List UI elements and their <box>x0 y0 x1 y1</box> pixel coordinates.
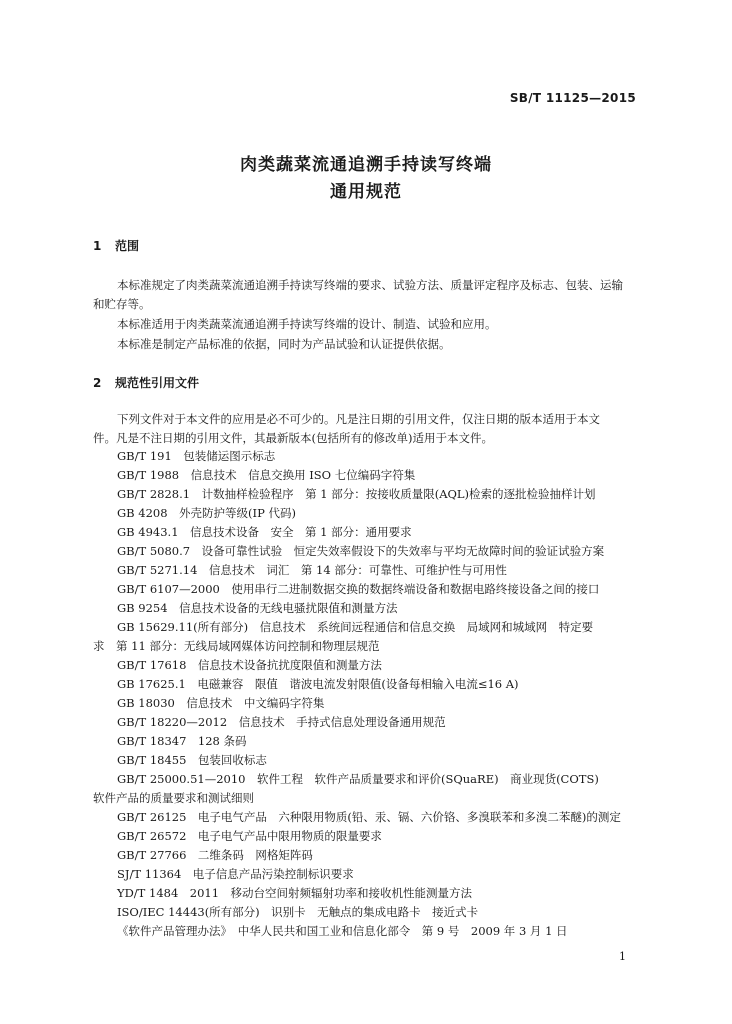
reference-item: GB/T 25000.51—2010 软件工程 软件产品质量要求和评价(SQuaRE) 商业现货(COTS) <box>117 772 599 786</box>
reference-item: GB 9254 信息技术设备的无线电骚扰限值和测量方法 <box>117 601 398 615</box>
reference-item: GB/T 18455 包装回收标志 <box>117 753 267 767</box>
reference-item: GB 17625.1 电磁兼容 限值 谐波电流发射限值(设备每相输入电流≤16 A) <box>117 677 519 691</box>
document-subtitle: 通用规范 <box>330 182 402 202</box>
section-1-heading <box>93 237 139 254</box>
section-2-heading <box>93 374 199 391</box>
reference-item: GB 4208 外壳防护等级(IP 代码) <box>117 506 296 520</box>
reference-item: GB/T 191 包装储运图示标志 <box>117 449 276 463</box>
scope-line: 和贮存等。 <box>93 297 151 311</box>
reference-item-continued: 软件产品的质量要求和测试细则 <box>93 791 254 805</box>
reference-item: YD/T 1484 2011 移动台空间射频辐射功率和接收机性能测量方法 <box>117 886 473 900</box>
reference-item: GB/T 2828.1 计数抽样检验程序 第 1 部分：按接收质量限(AQL)检索的逐批检验抽样计划 <box>117 487 596 501</box>
reference-item: GB/T 5080.7 设备可靠性试验 恒定失效率假设下的失效率与平均无故障时间的验证试验方案 <box>117 544 605 558</box>
scope-line: 本标准适用于肉类蔬菜流通追溯手持读写终端的设计、制造、试验和应用。 <box>117 317 497 331</box>
reference-item: ISO/IEC 14443(所有部分) 识别卡 无触点的集成电路卡 接近式卡 <box>117 905 479 919</box>
section-title: 规范性引用文件 <box>115 376 200 390</box>
section-number: 1 <box>93 239 102 253</box>
reference-item: GB/T 18347 128 条码 <box>117 734 247 748</box>
reference-item: GB/T 1988 信息技术 信息交换用 ISO 七位编码字符集 <box>117 468 416 482</box>
reference-item-continued: 求 第 11 部分：无线局域网媒体访问控制和物理层规范 <box>93 639 380 653</box>
section-title: 范围 <box>115 239 140 253</box>
reference-item: GB/T 26572 电子电气产品中限用物质的限量要求 <box>117 829 382 843</box>
intro-line: 件。凡是不注日期的引用文件，其最新版本(包括所有的修改单)适用于本文件。 <box>93 431 493 445</box>
reference-item: GB 18030 信息技术 中文编码字符集 <box>117 696 325 710</box>
section-number: 2 <box>93 376 102 390</box>
reference-item: 《软件产品管理办法》 中华人民共和国工业和信息化部令 第 9 号 2009 年 3 月 1 日 <box>117 924 568 938</box>
reference-item: GB/T 27766 二维条码 网格矩阵码 <box>117 848 313 862</box>
reference-item: GB/T 17618 信息技术设备抗扰度限值和测量方法 <box>117 658 382 672</box>
document-title: 肉类蔬菜流通追溯手持读写终端 <box>240 155 492 175</box>
reference-item: GB 4943.1 信息技术设备 安全 第 1 部分：通用要求 <box>117 525 412 539</box>
reference-item: SJ/T 11364 电子信息产品污染控制标识要求 <box>117 867 354 881</box>
reference-item: GB/T 18220—2012 信息技术 手持式信息处理设备通用规范 <box>117 715 446 729</box>
reference-item: GB 15629.11(所有部分) 信息技术 系统间远程通信和信息交换 局域网和城域网 特定要 <box>117 620 594 634</box>
intro-line: 下列文件对于本文件的应用是必不可少的。凡是注日期的引用文件，仅注日期的版本适用于本文 <box>117 412 600 426</box>
reference-item: GB/T 5271.14 信息技术 词汇 第 14 部分：可靠性、可维护性与可用性 <box>117 563 507 577</box>
reference-item: GB/T 26125 电子电气产品 六种限用物质(铅、汞、镉、六价铬、多溴联苯和多溴二苯醚)的测定 <box>117 810 621 824</box>
scope-line: 本标准是制定产品标准的依据，同时为产品试验和认证提供依据。 <box>117 337 451 351</box>
reference-item: GB/T 6107—2000 使用串行二进制数据交换的数据终端设备和数据电路终接设备之间的接口 <box>117 582 600 596</box>
standard-code: SB/T 11125—2015 <box>509 91 636 105</box>
page-number: 1 <box>619 950 626 963</box>
scope-line: 本标准规定了肉类蔬菜流通追溯手持读写终端的要求、试验方法、质量评定程序及标志、包装、运输 <box>117 278 623 292</box>
